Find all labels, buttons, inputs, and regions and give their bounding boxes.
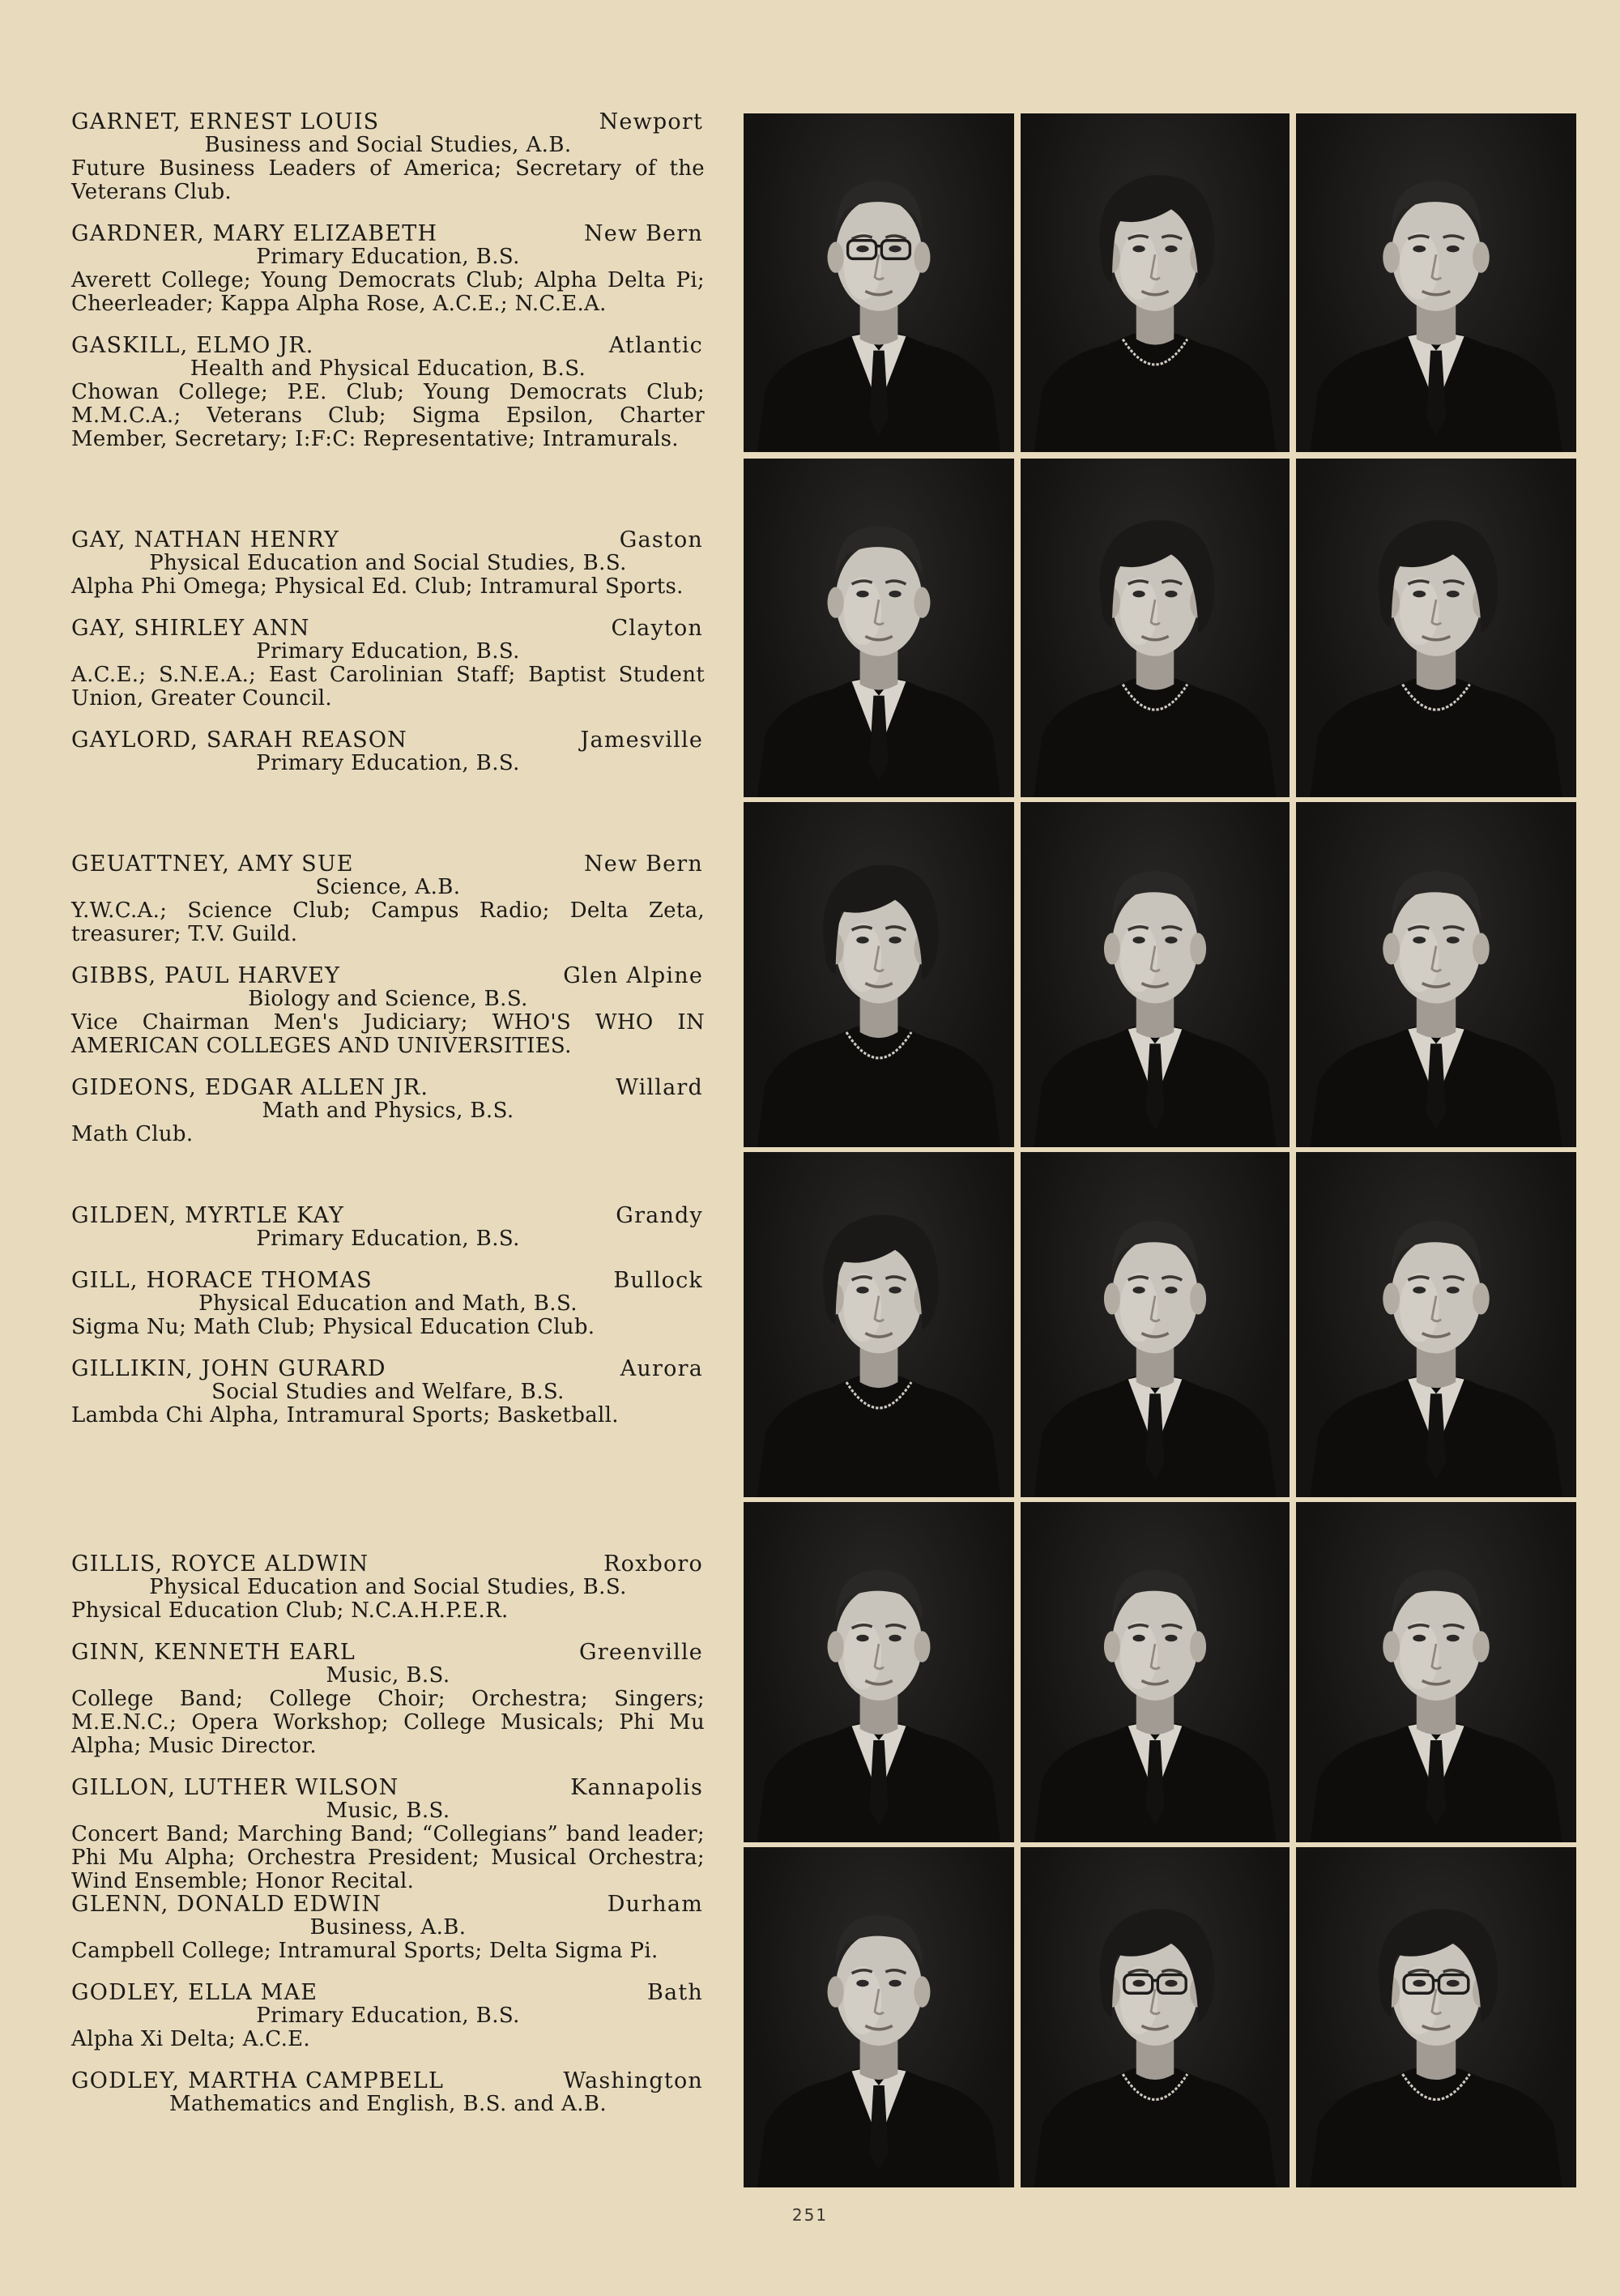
hometown: Washington xyxy=(563,2068,703,2093)
student-name: GAY, NATHAN HENRY xyxy=(71,527,339,553)
degree: Mathematics and English, B.S. and A.B. xyxy=(168,2092,608,2116)
entry-header xyxy=(71,964,705,988)
student-name: GILL, HORACE THOMAS xyxy=(71,1268,373,1293)
degree: Primary Education, B.S. xyxy=(256,1227,520,1251)
student-portrait xyxy=(1021,1502,1290,1842)
student-entry xyxy=(71,1552,705,1623)
student-portrait xyxy=(1021,459,1290,797)
entry-header xyxy=(71,1552,705,1576)
degree: Primary Education, B.S. xyxy=(256,639,520,664)
entry-header xyxy=(71,1076,705,1099)
entry-header xyxy=(71,1641,705,1664)
hometown: Gaston xyxy=(619,527,703,553)
hometown: Aurora xyxy=(620,1356,703,1381)
page-number: 251 xyxy=(791,2205,829,2225)
student-name: GILLIKIN, JOHN GURARD xyxy=(71,1356,386,1381)
student-entry xyxy=(71,222,705,316)
student-portrait xyxy=(1021,1847,1290,2187)
degree: Physical Education and Social Studies, B.S. xyxy=(149,551,627,575)
degree: Physical Education and Social Studies, B.S. xyxy=(149,1575,627,1599)
student-portrait xyxy=(1021,802,1290,1147)
entry-header xyxy=(71,528,705,552)
entry-header xyxy=(71,1893,705,1916)
student-group xyxy=(71,1204,705,1445)
activities: Lambda Chi Alpha, Intramural Sports; Basketball. xyxy=(71,1403,619,1428)
student-portrait xyxy=(1296,1502,1576,1842)
activities: Vice Chairman Men's Judiciary; WHO'S WHO IN AMERICAN COLLEGES AND UNIVERSITIES. xyxy=(71,1010,705,1058)
activities: Physical Education Club; N.C.A.H.P.E.R. xyxy=(71,1598,509,1623)
entry-header xyxy=(71,1204,705,1227)
entry-header xyxy=(71,334,705,357)
hometown: Willard xyxy=(616,1075,703,1100)
student-entry xyxy=(71,528,705,599)
degree: Science, A.B. xyxy=(315,875,461,899)
student-portrait xyxy=(744,459,1014,797)
activities: Alpha Xi Delta; A.C.E. xyxy=(71,2027,310,2051)
degree: Primary Education, B.S. xyxy=(256,2004,520,2028)
hometown: Atlantic xyxy=(608,333,703,358)
student-entry xyxy=(71,1776,705,1893)
activities: A.C.E.; S.N.E.A.; East Carolinian Staff; Baptist Student Union, Greater Council. xyxy=(71,663,705,711)
student-portrait xyxy=(744,1502,1014,1842)
student-group xyxy=(71,528,705,793)
activities: Sigma Nu; Math Club; Physical Education Club. xyxy=(71,1315,595,1339)
student-entry xyxy=(71,852,705,946)
student-entry xyxy=(71,1204,705,1251)
hometown: Bullock xyxy=(613,1268,703,1293)
student-entry xyxy=(71,110,705,204)
student-portrait xyxy=(1021,113,1290,452)
student-entry xyxy=(71,1269,705,1339)
student-entry xyxy=(71,1357,705,1428)
hometown: Greenville xyxy=(579,1640,703,1665)
portrait-grid xyxy=(744,113,1576,2187)
entry-header xyxy=(71,1357,705,1381)
entry-header xyxy=(71,1776,705,1799)
entry-header xyxy=(71,1981,705,2004)
student-name: GINN, KENNETH EARL xyxy=(71,1640,356,1665)
student-portrait xyxy=(1296,802,1576,1147)
activities: Campbell College; Intramural Sports; Delta Sigma Pi. xyxy=(71,1939,659,1963)
activities: Y.W.C.A.; Science Club; Campus Radio; Delta Zeta, treasurer; T.V. Guild. xyxy=(71,898,705,946)
student-name: GASKILL, ELMO JR. xyxy=(71,333,314,358)
entry-header xyxy=(71,222,705,245)
student-portrait xyxy=(744,1152,1014,1497)
hometown: Newport xyxy=(599,109,703,134)
degree: Business and Social Studies, A.B. xyxy=(204,133,572,157)
student-name: GIBBS, PAUL HARVEY xyxy=(71,963,341,988)
student-name: GILLIS, ROYCE ALDWIN xyxy=(71,1551,369,1577)
hometown: Durham xyxy=(607,1892,703,1917)
student-entry xyxy=(71,1076,705,1146)
student-name: GARNET, ERNEST LOUIS xyxy=(71,109,380,134)
student-name: GAYLORD, SARAH REASON xyxy=(71,728,407,753)
student-group xyxy=(71,110,705,469)
hometown: Clayton xyxy=(611,616,703,641)
entry-header xyxy=(71,728,705,752)
degree: Primary Education, B.S. xyxy=(256,751,520,775)
student-portrait xyxy=(1296,1847,1576,2187)
activities: Alpha Phi Omega; Physical Ed. Club; Intramural Sports. xyxy=(71,574,684,599)
student-portrait xyxy=(1296,459,1576,797)
student-name: GAY, SHIRLEY ANN xyxy=(71,616,310,641)
degree: Math and Physics, B.S. xyxy=(262,1099,514,1123)
student-entry xyxy=(71,728,705,775)
degree: Social Studies and Welfare, B.S. xyxy=(211,1380,565,1404)
hometown: Grandy xyxy=(616,1203,703,1228)
degree: Primary Education, B.S. xyxy=(256,245,520,269)
student-portrait xyxy=(1296,1152,1576,1497)
hometown: Bath xyxy=(647,1980,703,2005)
hometown: Jamesville xyxy=(580,728,703,753)
student-entry xyxy=(71,1893,705,1963)
hometown: Glen Alpine xyxy=(563,963,703,988)
activities: Math Club. xyxy=(71,1122,194,1146)
degree: Music, B.S. xyxy=(326,1799,450,1823)
degree: Biology and Science, B.S. xyxy=(248,987,528,1011)
student-portrait xyxy=(1021,1152,1290,1497)
student-entry xyxy=(71,1981,705,2051)
entry-header xyxy=(71,617,705,640)
hometown: Kannapolis xyxy=(570,1775,703,1800)
hometown: Roxboro xyxy=(603,1551,703,1577)
activities: College Band; College Choir; Orchestra; Singers; M.E.N.C.; Opera Workshop; College Musicals; Phi Mu Alpha; Music Director. xyxy=(71,1687,705,1758)
student-entry xyxy=(71,1641,705,1758)
student-group xyxy=(71,1552,705,1911)
student-portrait xyxy=(744,1847,1014,2187)
student-name: GIDEONS, EDGAR ALLEN JR. xyxy=(71,1075,429,1100)
student-name: GILDEN, MYRTLE KAY xyxy=(71,1203,345,1228)
student-name: GEUATTNEY, AMY SUE xyxy=(71,851,354,877)
student-entry xyxy=(71,964,705,1058)
activities: Averett College; Young Democrats Club; Alpha Delta Pi; Cheerleader; Kappa Alpha Rose, A.C.E.; N.C.E.A. xyxy=(71,268,705,316)
activities: Chowan College; P.E. Club; Young Democrats Club; M.M.C.A.; Veterans Club; Sigma Epsilon, Charter Member, Secretary; I:F:C: Representative; Intramurals. xyxy=(71,380,705,451)
student-group xyxy=(71,1893,705,2134)
activities: Future Business Leaders of America; Secretary of the Veterans Club. xyxy=(71,156,705,204)
student-portrait xyxy=(744,802,1014,1147)
entry-header xyxy=(71,852,705,876)
degree: Health and Physical Education, B.S. xyxy=(190,356,586,381)
student-name: GODLEY, MARTHA CAMPBELL xyxy=(71,2068,445,2093)
entry-header xyxy=(71,2069,705,2093)
student-name: GLENN, DONALD EDWIN xyxy=(71,1892,382,1917)
student-entry xyxy=(71,2069,705,2116)
student-portrait xyxy=(744,113,1014,452)
degree: Business, A.B. xyxy=(309,1915,467,1940)
student-entry xyxy=(71,334,705,451)
degree: Music, B.S. xyxy=(326,1663,450,1688)
degree: Physical Education and Math, B.S. xyxy=(198,1291,578,1316)
entry-header xyxy=(71,1269,705,1292)
hometown: New Bern xyxy=(583,851,703,877)
activities: Concert Band; Marching Band; “Collegians” band leader; Phi Mu Alpha; Orchestra President; Musical Orchestra; Wind Ensemble; Honor Recital. xyxy=(71,1822,705,1893)
student-portrait xyxy=(1296,113,1576,452)
student-name: GODLEY, ELLA MAE xyxy=(71,1980,318,2005)
student-name: GILLON, LUTHER WILSON xyxy=(71,1775,399,1800)
hometown: New Bern xyxy=(583,221,703,246)
student-entry xyxy=(71,617,705,711)
entry-header xyxy=(71,110,705,134)
student-name: GARDNER, MARY ELIZABETH xyxy=(71,221,438,246)
student-group xyxy=(71,852,705,1164)
